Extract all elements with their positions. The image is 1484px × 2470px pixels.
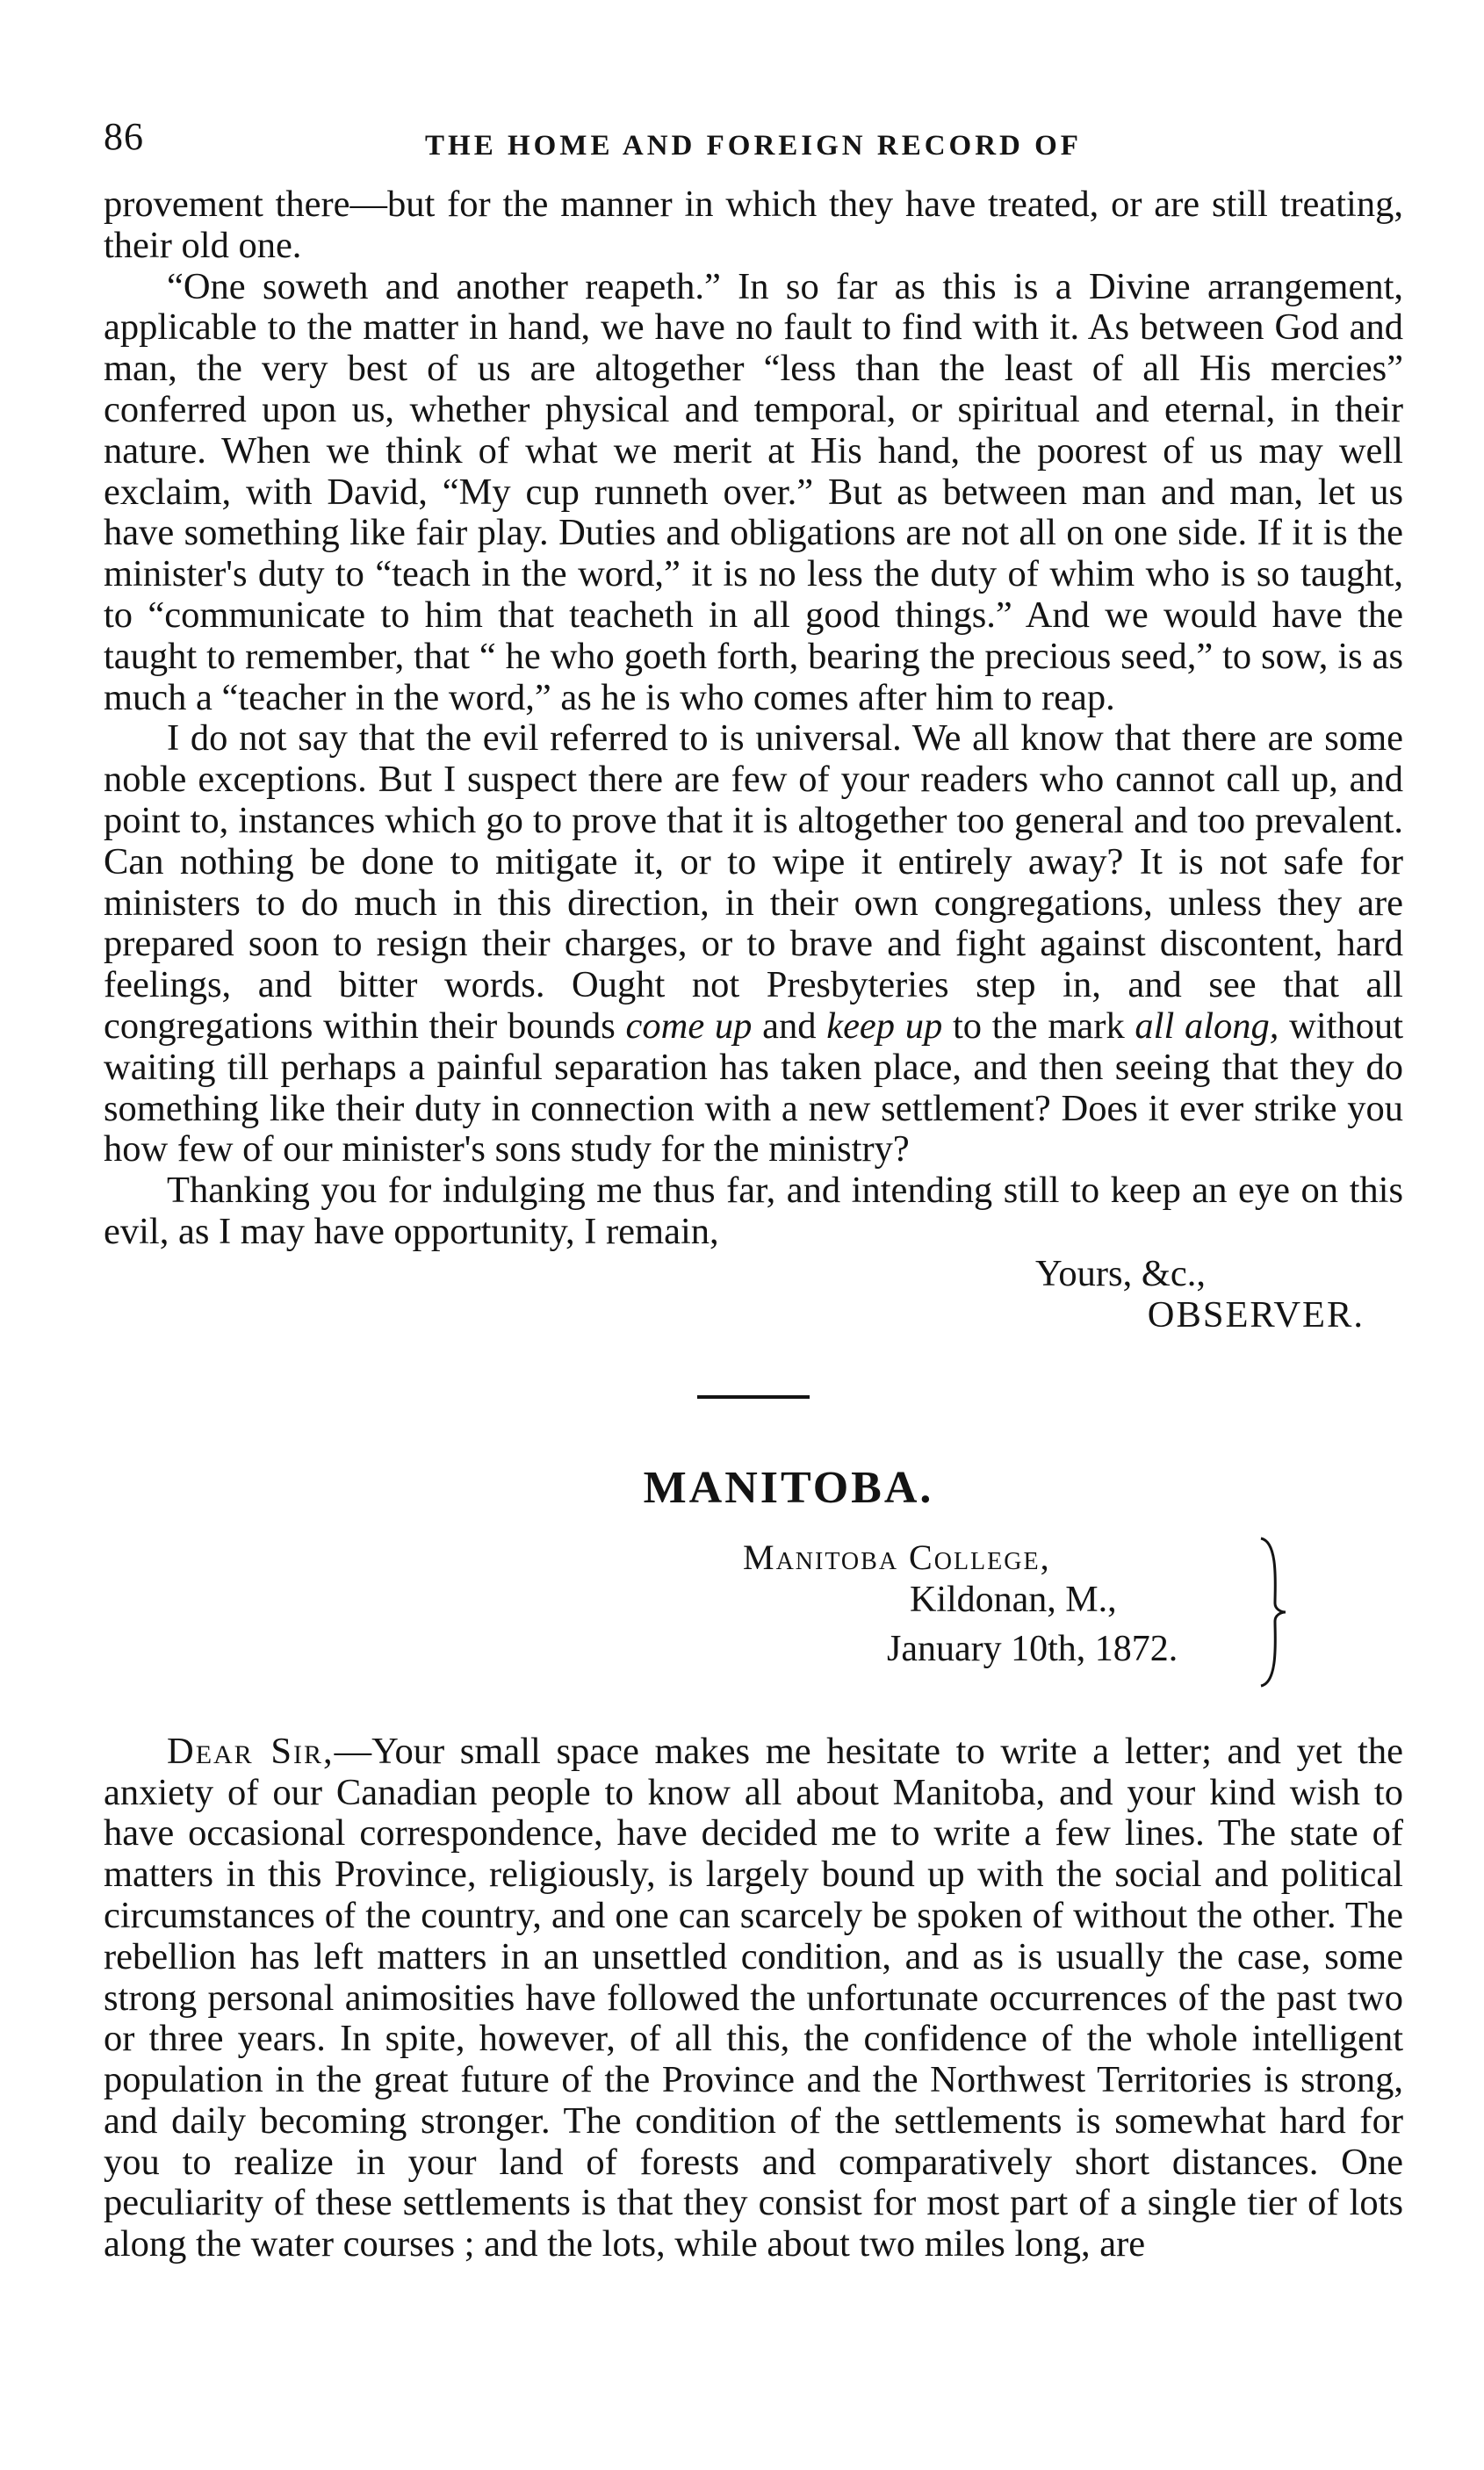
running-title: THE HOME AND FOREIGN RECORD OF xyxy=(425,130,1082,162)
dateline-date: January 10th, 1872. xyxy=(887,1628,1178,1669)
paragraph-text: to the mark xyxy=(942,1005,1135,1047)
emphasis-text: all along, xyxy=(1135,1005,1279,1047)
paragraph xyxy=(104,1732,1403,2265)
dateline-college: Manitoba College, xyxy=(743,1537,1051,1577)
section-title: MANITOBA. xyxy=(643,1462,934,1513)
letter-observer-body xyxy=(104,184,1403,1253)
paragraph-text: and xyxy=(752,1005,827,1047)
paragraph: provement there—but for the manner in which they have treated, or are still treating, their old one. xyxy=(104,184,1403,266)
dateline xyxy=(104,1530,1403,1714)
paragraph xyxy=(104,718,1403,1170)
letter-manitoba-body xyxy=(104,1732,1403,2265)
running-head xyxy=(104,104,1403,165)
right-brace-icon xyxy=(1256,1533,1291,1691)
emphasis-text: keep up xyxy=(826,1005,943,1047)
page xyxy=(104,104,1403,2265)
signature: OBSERVER. xyxy=(1147,1293,1365,1336)
paragraph-text: —Your small space makes me hesitate to write a letter; and yet the anxiety of our Canadian people to know all about Manitoba, and your kind wish to have occasional correspondence, have decided me to write a few lines. The state of matters in this Province, religiously, is largely bound up with the social and political circumstances of the country, and one can scarcely be spoken of without the other. The rebellion has left matters in an unsettled condition, and as is usually the case, some strong personal animosities have followed the unfortunate occurrences of the past two or three years. In spite, however, of all this, the confidence of the whole intelligent population in the great future of the Province and the Northwest Territories is strong, and daily becoming stronger. The condition of the settlements is somewhat hard for you to realize in your land of forests and comparatively short distances. One peculiarity of these settlements is that they consist for most part of a single tier of lots along the water courses ; and the lots, while about two miles long, are xyxy=(104,1730,1403,2265)
signoff xyxy=(104,1253,1403,1336)
section-divider xyxy=(697,1395,810,1399)
paragraph-text: without waiting till perhaps a painful separation has taken place, and then seeing that they do something like their duty in connection with a new settlement? Does it ever strike you how few of our minister's sons study for the ministry? xyxy=(104,1005,1403,1170)
paragraph: “One soweth and another reapeth.” In so far as this is a Divine arrangement, applicable to the matter in hand, we have no fault to find with it. As between God and man, the very best of us are altogether “less than the least of all His mercies” conferred upon us, whether physical and temporal, or spiritual and eternal, in their nature. When we think of what we merit at His hand, the poorest of us may well exclaim, with David, “My cup runneth over.” But as between man and man, let us have something like fair play. Duties and obligations are not all on one side. If it is the minister's duty to “teach in the word,” it is no less the duty of whim who is so taught, to “communicate to him that teacheth in all good things.” And we would have the taught to remember, that “ he who goeth forth, bearing the precious seed,” to sow, is as much a “teacher in the word,” as he is who comes after him to reap. xyxy=(104,265,1403,718)
emphasis-text: come up xyxy=(625,1005,753,1047)
closing-line: Yours, &c., xyxy=(1034,1252,1206,1294)
dateline-place: Kildonan, M., xyxy=(910,1579,1117,1620)
salutation: Dear Sir, xyxy=(167,1730,335,1772)
paragraph: Thanking you for indulging me thus far, and intending still to keep an eye on this evil, as I may have opportunity, I remain, xyxy=(104,1170,1403,1252)
paragraph-text: I do not say that the evil referred to is universal. We all know that there are some noble exceptions. But I suspect there are few of your readers who cannot call up, and point to, instances which go to prove that it is altogether too general and too prevalent. Can nothing be done to mitigate it, or to wipe it entirely away? It is not safe for ministers to do much in this direction, in their own congregations, unless they are prepared soon to resign their charges, or to brave and fight against discontent, hard feelings, and bitter words. Ought not Presbyteries step in, and see that all congregations within their bounds xyxy=(104,717,1403,1047)
page-number: 86 xyxy=(104,115,144,158)
